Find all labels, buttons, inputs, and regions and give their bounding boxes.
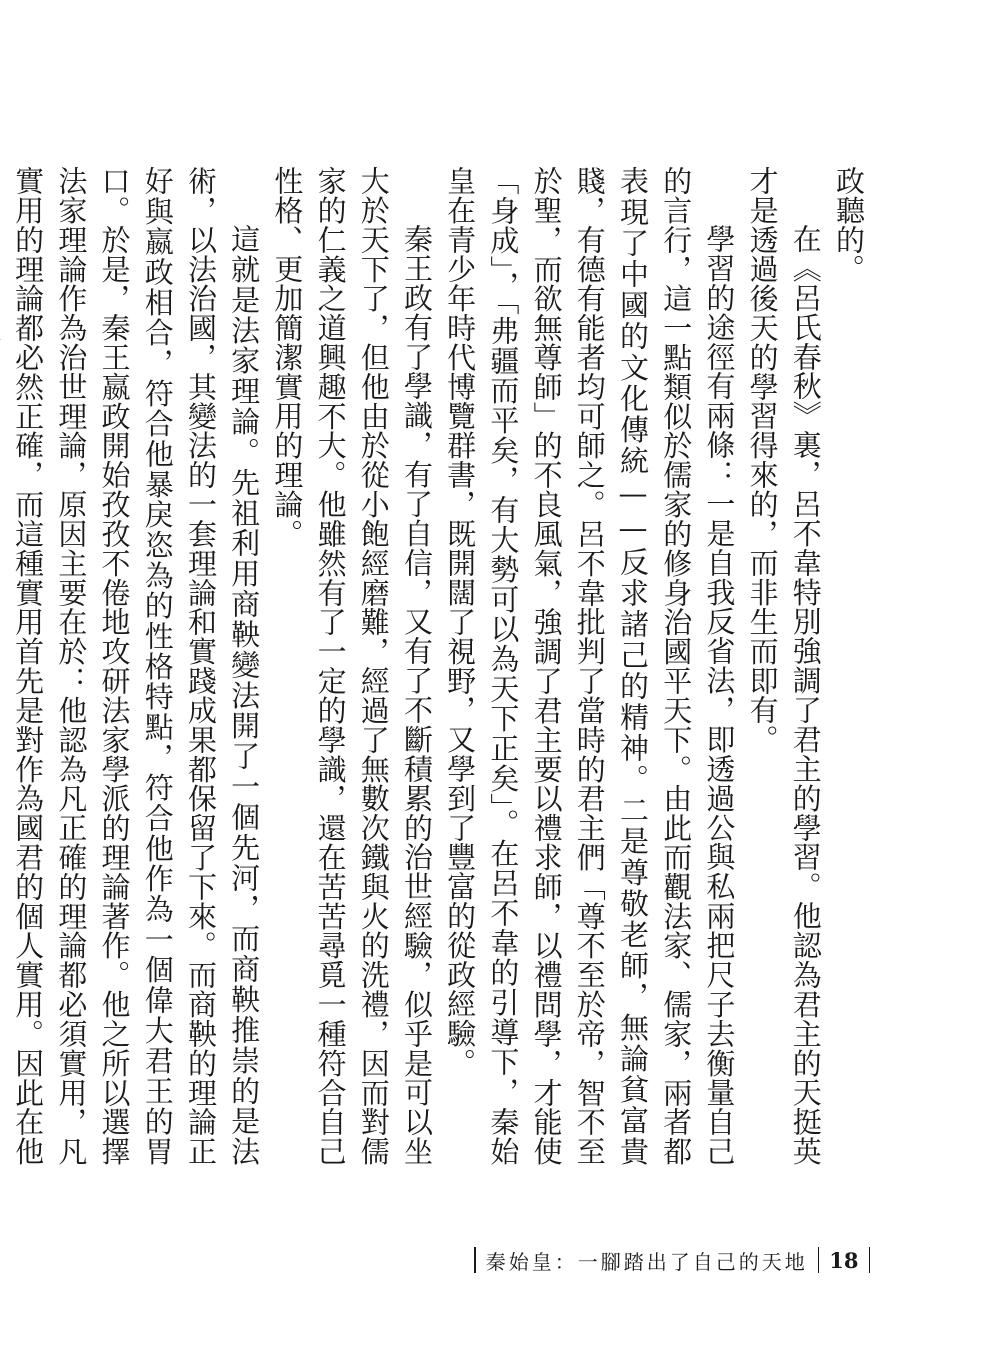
- paragraph-3: 學習的途徑有兩條：一是自我反省法，即透過公與私兩把尺子去衡量自己的言行，這一點類似於儒家的修身治國平天下。由此而觀法家、儒家，兩者都表現了中國的文化傳統——反求諸己的精神。二是尊敬老師，無論貧富貴賤，有德有能者均可師之。呂不韋批判了當時的君主們「尊不至於帝，智不至於聖，而欲無尊師」的不良風氣，強調了君主要以禮求師，以禮問學，才能使「身成」，「弗疆而平矣，有大勢可以為天下正矣」。在呂不韋的引導下，秦始皇在青少年時代博覽群書，既開闊了視野，又學到了豐富的從政經驗。: [443, 166, 737, 1166]
- footer-book-title: 秦始皇：一腳踏出了自己的天地: [485, 1249, 808, 1274]
- page-footer: [464, 1240, 880, 1280]
- footer-divider-middle: [818, 1247, 820, 1273]
- paragraph-2: 在《呂氏春秋》裏，呂不韋特別強調了君主的學習。他認為君主的天挺英才是透過後天的學習得來的，而非生而即有。: [745, 166, 823, 1166]
- footer-divider-left: [474, 1247, 476, 1273]
- paragraph-1: 政聽的。: [832, 166, 866, 284]
- paragraph-5: 這就是法家理論。先祖利用商鞅變法開了一個先河，而商鞅推崇的是法術，以法治國，其變法的一套理論和實踐成果都保留了下來。而商鞅的理論正好與嬴政相合，符合他暴戾恣為的性格特點，符合他作為一個偉大君王的胃口。於是，秦王嬴政開始孜孜不倦地攻研法家學派的理論著作。他之所以選擇法家理論作為治世理論，原因主要在於：他認為凡正確的理論都必須實用，凡實用的理論都必然正確，而這種實用首先是對作為國君的個人實用。因此在他: [11, 166, 262, 1166]
- vertical-text-body: [11, 166, 870, 1166]
- page-number: 18: [829, 1247, 859, 1273]
- footer-divider-right: [869, 1247, 871, 1273]
- paragraph-4: 秦王政有了學識，有了自信，又有了不斷積累的治世經驗，似乎是可以坐大於天下了，但他由於從小飽經磨難，經過了無數次鐵與火的洗禮，因而對儒家的仁義之道興趣不大。他雖然有了一定的學識，還在苦苦尋覓一種符合自己性格、更加簡潔實用的理論。: [270, 166, 434, 1166]
